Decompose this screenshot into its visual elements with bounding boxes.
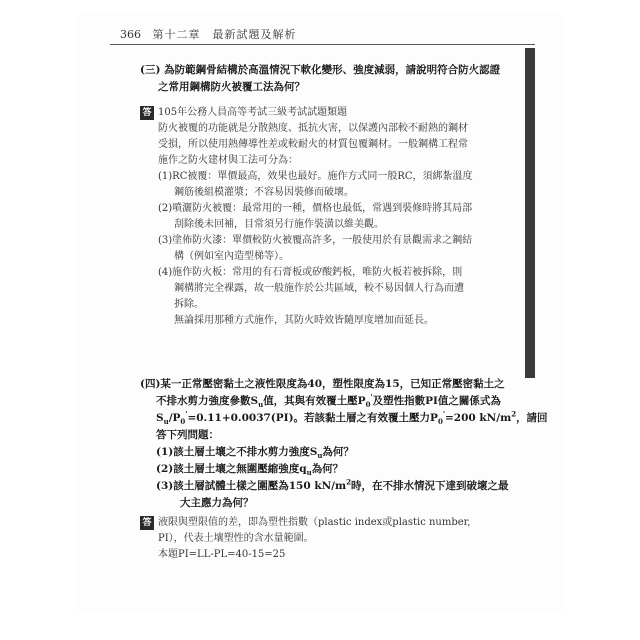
chapter-tab-bar — [525, 48, 535, 378]
answer-3-line: 鋼構將完全裸露，故一般施作於公共區域，較不易因個人行為而遭 — [174, 283, 464, 294]
question-3 — [140, 62, 500, 96]
answer-3-line: 防火被覆的功能就是分散熱度、抵抗火害，以保護內部較不耐熱的鋼材 — [158, 123, 468, 134]
question-4-line: (四)某一正常壓密黏土之液性限度為40，塑性限度為15，已知正常壓密黏土之 — [140, 378, 505, 390]
question-4-line: 不排水剪力強度參數$S_u$值，其與有效覆土壓$P_0'$及塑性指數PI值之關係式為 — [156, 392, 501, 410]
question-4-line: 大主應力為何？ — [180, 497, 254, 509]
answer-4-line: 液限與塑限值的差，即為塑性指數（plastic index或plastic number, — [158, 517, 471, 528]
answer-3-line: (4)施作防火板：常用的有石膏板或矽酸鈣板，唯防火板若被拆除，則 — [158, 267, 463, 278]
page-header — [120, 26, 297, 42]
answer-3-line: (2)噴灑防火被覆：最常用的一種，價格也最低，常遇到裝修時將其局部 — [158, 203, 473, 214]
answer-3-line: 105年公務人員高等考試三級考試試題類題 — [158, 107, 348, 118]
question-4 — [140, 376, 548, 512]
question-4-sub-2: (2)該土層土壤之無圍壓縮強度$q_u$為何？ — [156, 463, 344, 478]
answer-3-line: 鋼筋後組模灌漿；不容易因裝修而破壞。 — [174, 187, 354, 198]
answer-3-line: 施作之防火建材與工法可分為： — [158, 155, 298, 166]
answer-3-line: 無論採用那種方式施作，其防火時效皆隨厚度增加而延長。 — [174, 315, 434, 326]
answer-badge: 答 — [140, 106, 154, 120]
question-3-line: 之常用鋼構防火被覆工法為何？ — [158, 81, 305, 93]
page-number: 366 — [120, 28, 141, 41]
chapter-title: 第十二章 最新試題及解析 — [152, 28, 297, 41]
answer-3-line: 刮除後未回補，目常須另行施作裝潢以維美觀。 — [174, 219, 384, 230]
header-rule — [110, 44, 535, 45]
question-4-sub-3: (3)該土層試體土樣之圍壓為150 $kN/m^2$時，在不排水情況下達到破壞之最 — [156, 477, 509, 492]
answer-3-line: 受損，所以使用熱傳導性差或較耐火的材質包覆鋼材。一般鋼構工程常 — [158, 139, 468, 150]
question-3-line: (三) 為防範鋼骨結構於高溫情況下軟化變形、強度減弱，請說明符合防火認證 — [140, 64, 501, 76]
answer-badge: 答 — [140, 516, 154, 530]
question-4-line: 答下列問題： — [156, 429, 219, 441]
answer-3 — [158, 105, 473, 329]
answer-4-line: PI），代表土壤塑性的含水量範圍。 — [158, 533, 314, 544]
answer-3-line: 構（例如室內造型梯等）。 — [174, 251, 289, 262]
answer-3-line: (1)RC被覆：單價最高，效果也最好。施作方式同一般RC，須綁紮溫度 — [158, 171, 473, 182]
answer-4-line: 本題PI=LL-PL=40-15=25 — [158, 549, 286, 560]
answer-3-line: 拆除。 — [174, 299, 204, 310]
question-4-sub-1: (1)該土層土壤之不排水剪力強度$S_u$為何？ — [156, 446, 354, 461]
answer-4 — [158, 515, 471, 563]
question-4-line: $S_u/P_0'=0.11+0.0037(PI)$。若該黏土層之有效覆土壓力$P_0'=200$ $kN/m^2$，請回 — [156, 409, 548, 427]
answer-3-line: (3)塗佈防火漆：單價較防火被覆高許多，一般使用於有景觀需求之鋼結 — [158, 235, 473, 246]
